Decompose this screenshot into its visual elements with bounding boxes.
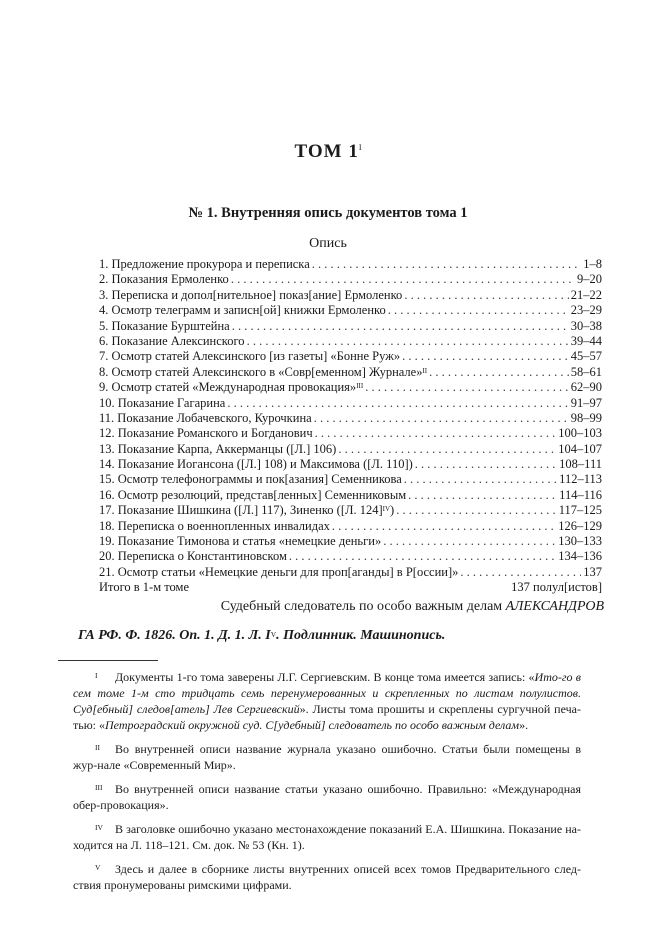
footnote-text: Ито-го в сем томе 1-м сто тридцать семь перенумерованных и скрепленных по листам полулистов. Суд[ебный] следов[атель] Лев Сергиевский xyxy=(73,670,581,716)
footnote-divider xyxy=(58,660,158,661)
toc-label xyxy=(99,503,394,518)
toc-pages: 23–29 xyxy=(570,303,602,318)
dot-leader xyxy=(289,549,556,564)
toc-label-text: 7. Осмотр статей Алексинского [из газеты] «Бонне Руж» xyxy=(99,349,401,364)
toc-pages: 137 полул[истов] xyxy=(511,580,602,595)
toc-label xyxy=(99,519,330,534)
footnote-text: Во внутренней описи название журнала указано ошибочно. Статьи были помещены в жур-нале «Современный Мир». xyxy=(73,742,581,772)
toc-pages: 98–99 xyxy=(570,410,602,425)
toc-row xyxy=(99,565,602,580)
toc-label-suffix: ) xyxy=(390,503,395,518)
toc-pages: 21–22 xyxy=(570,287,602,302)
footnote-mark: V xyxy=(270,630,277,639)
toc-pages: 1–8 xyxy=(583,257,602,271)
toc-label-text: 20. Переписка о Константиновском xyxy=(99,549,287,564)
toc-pages: 45–57 xyxy=(570,349,602,364)
toc-row xyxy=(99,549,602,564)
toc-label xyxy=(99,534,381,549)
toc-label-text: 6. Показание Алексинского xyxy=(99,333,245,348)
toc-label-text: 11. Показание Лобачевского, Курочкина xyxy=(99,410,312,425)
toc-label-text: 13. Показание Карпа, Аккерманцы ([Л.] 106) xyxy=(99,441,337,456)
toc-row xyxy=(99,488,602,503)
dot-leader xyxy=(315,426,557,441)
dot-leader xyxy=(402,349,569,364)
dot-leader xyxy=(396,503,557,518)
toc-label-text: 14. Показание Иогансона ([Л.] 108) и Максимова ([Л. 110]) xyxy=(99,457,413,472)
toc-label-text: 18. Переписка о военнопленных инвалидах xyxy=(99,518,330,533)
footnote xyxy=(73,861,581,893)
toc-label xyxy=(99,288,402,303)
toc-label-text: 9. Осмотр статей «Международная провокация» xyxy=(99,380,357,395)
toc-label xyxy=(99,457,413,472)
footnote xyxy=(73,669,581,733)
dot-leader xyxy=(429,365,569,380)
toc-row xyxy=(99,411,602,426)
toc-label-text: 21. Осмотр статьи «Немецкие деньги для проп[аганды] в Р[оссии]» xyxy=(99,564,459,579)
toc-label xyxy=(99,411,312,426)
dot-leader xyxy=(231,272,575,287)
toc-row xyxy=(99,472,602,487)
toc-label-text: 4. Осмотр телеграмм и записн[ой] книжки Ермоленко xyxy=(99,303,386,318)
toc-label xyxy=(99,426,313,441)
footnote-mark: V xyxy=(95,863,101,872)
toc-pages: 112–113 xyxy=(559,472,602,487)
dot-leader xyxy=(383,534,556,549)
toc-pages: 134–136 xyxy=(558,549,602,564)
inventory-list xyxy=(99,257,602,596)
toc-pages: 91–97 xyxy=(570,395,602,410)
toc-label-text: 8. Осмотр статей Алексинского в «Совр[еменном] Журнале» xyxy=(99,364,423,379)
toc-label xyxy=(99,442,336,457)
toc-pages: 58–61 xyxy=(570,364,602,379)
footnote-mark: IV xyxy=(95,823,103,832)
inventory-title: Опись xyxy=(309,236,347,251)
toc-label-text: 3. Переписка и допол[нительное] показ[ание] Ермоленко xyxy=(99,287,403,302)
footnote-mark: III xyxy=(95,783,103,792)
signature: Судебный следователь по особо важным делам АЛЕКСАНДРОВ xyxy=(220,599,604,614)
toc-pages: 117–125 xyxy=(558,503,602,518)
toc-pages: 9–20 xyxy=(577,272,602,287)
footnote-text: Во внутренней описи название статьи указано ошибочно. Правильно: «Международная обер-провокация». xyxy=(73,782,581,812)
dot-leader xyxy=(460,565,581,580)
toc-pages: 126–129 xyxy=(558,518,602,533)
footnote-mark: I xyxy=(95,671,98,680)
footnote-mark: III xyxy=(356,382,364,391)
dot-leader xyxy=(388,303,569,318)
dot-leader xyxy=(232,319,569,334)
toc-label xyxy=(99,365,427,380)
dot-leader xyxy=(332,519,556,534)
dot-leader xyxy=(404,472,557,487)
toc-label xyxy=(99,319,230,334)
toc-label xyxy=(99,272,229,287)
toc-row xyxy=(99,534,602,549)
toc-row xyxy=(99,257,602,272)
toc-label-text: 1. Предложение прокурора и переписка xyxy=(99,257,310,271)
footnote xyxy=(73,741,581,773)
toc-label-text: 19. Показание Тимонова и статья «немецкие деньги» xyxy=(99,534,382,549)
footnote-text: ». xyxy=(519,718,529,732)
toc-label-text: Итого в 1-м томе xyxy=(99,580,190,595)
toc-label xyxy=(99,396,225,411)
signature-name: АЛЕКСАНДРОВ xyxy=(505,599,604,614)
footnote-text: Петроградский окружной суд. С[удебный] следователь по особо важным делам xyxy=(105,718,520,732)
toc-label xyxy=(99,380,363,395)
toc-pages: 39–44 xyxy=(570,333,602,348)
toc-pages: 137 xyxy=(583,564,602,579)
toc-row xyxy=(99,319,602,334)
volume-title: ТОМ $1^I$ xyxy=(294,141,362,162)
footnote-text: ». Листы тома прошиты и скреплены сургучной печа-тью: « xyxy=(73,702,581,732)
toc-label-text: 17. Показание Шишкина ([Л.] 117), Зиненко ([Л. 124] xyxy=(99,503,383,518)
toc-label xyxy=(99,303,386,318)
toc-row xyxy=(99,519,602,534)
toc-label xyxy=(99,549,287,564)
dot-leader xyxy=(404,288,568,303)
footnote xyxy=(73,781,581,813)
toc-label-text: 16. Осмотр резолюций, представ[ленных] Семенниковым xyxy=(99,487,407,502)
toc-label-text: 5. Показание Бурштейна xyxy=(99,318,230,333)
dot-leader xyxy=(227,396,568,411)
footnote xyxy=(73,821,581,853)
document-title: № 1. Внутренняя опись документов тома 1 xyxy=(188,205,468,221)
toc-pages: 108–111 xyxy=(559,457,602,472)
toc-pages: 100–103 xyxy=(558,426,602,441)
toc-pages: 30–38 xyxy=(570,318,602,333)
toc-pages: 104–107 xyxy=(558,441,602,456)
dot-leader xyxy=(312,257,582,272)
footnote-text: В заголовке ошибочно указано местонахождение показаний Е.А. Шишкина. Показание на-ходится на Л. 118–121. См. док. № 53 (Кн. 1). xyxy=(73,822,581,852)
toc-row xyxy=(99,334,602,349)
dot-leader xyxy=(365,380,569,395)
dot-leader xyxy=(415,457,557,472)
toc-row xyxy=(99,272,602,287)
toc-row xyxy=(99,580,602,595)
toc-row xyxy=(99,503,602,518)
toc-row xyxy=(99,457,602,472)
archive-reference: ГА РФ. Ф. 1826. Оп. 1. Д. 1. Л. $I^V$. Подлинник. Машинопись. xyxy=(78,628,446,643)
dot-leader xyxy=(338,442,556,457)
footnote-mark: II xyxy=(422,366,428,375)
toc-label-text: 10. Показание Гагарина xyxy=(99,395,226,410)
toc-row xyxy=(99,442,602,457)
toc-label-text: 15. Осмотр телефонограммы и пок[азания] Семенникова xyxy=(99,472,402,487)
toc-row xyxy=(99,396,602,411)
toc-label xyxy=(99,349,400,364)
footnote-mark: IV xyxy=(382,505,391,514)
toc-pages: 62–90 xyxy=(570,380,602,395)
toc-row xyxy=(99,365,602,380)
toc-label xyxy=(99,257,310,272)
footnotes xyxy=(73,669,581,901)
toc-row xyxy=(99,426,602,441)
dot-leader xyxy=(408,488,557,503)
footnote-text: Документы 1-го тома заверены Л.Г. Сергиевским. В конце тома имеется запись: « xyxy=(115,670,535,684)
toc-row xyxy=(99,288,602,303)
toc-label xyxy=(99,334,245,349)
dot-leader xyxy=(247,334,569,349)
toc-label xyxy=(99,565,458,580)
toc-label xyxy=(99,472,402,487)
footnote-mark: II xyxy=(95,743,100,752)
toc-row xyxy=(99,303,602,318)
footnote-text: Здесь и далее в сборнике листы внутренних описей всех томов Предварительного след-ствия пронумерованы римскими цифрами. xyxy=(73,862,581,892)
toc-label-text: 12. Показание Романского и Богданович xyxy=(99,426,313,441)
toc-pages: 130–133 xyxy=(558,534,602,549)
toc-row xyxy=(99,349,602,364)
footnote-mark: I xyxy=(358,143,362,152)
toc-label xyxy=(99,488,406,503)
toc-pages: 114–116 xyxy=(559,487,602,502)
toc-label-text: 2. Показания Ермоленко xyxy=(99,272,229,287)
toc-label xyxy=(99,580,189,595)
toc-row xyxy=(99,380,602,395)
dot-leader xyxy=(314,411,569,426)
